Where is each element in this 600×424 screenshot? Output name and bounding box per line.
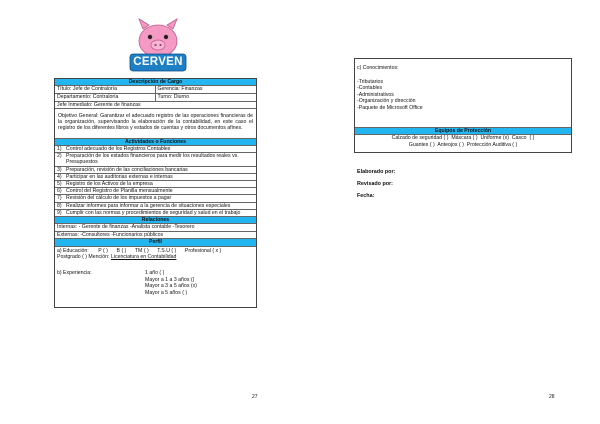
activity-text: Preparación, revisión de las conciliaciones bancarias xyxy=(66,166,188,173)
activity-item xyxy=(55,210,256,217)
row-titulo xyxy=(55,86,256,94)
activity-number: 2) xyxy=(57,153,62,160)
row-departamento xyxy=(55,94,256,102)
equipos-line-2: Guantes ( ) Anteojos ( ) Protección Auditiva ( ) xyxy=(408,142,518,148)
section-title-descripcion: Descripción de Cargo xyxy=(55,79,256,86)
perfil-block xyxy=(55,247,256,307)
experiencia-line xyxy=(57,270,254,296)
activity-text: Control adecuado de los Registros Contables xyxy=(66,146,171,153)
experiencia-option: Mayor a 3 a 5 años (x) xyxy=(145,283,197,290)
activities-list xyxy=(55,146,256,217)
section-title-equipos: Equipos de Protección xyxy=(355,127,571,135)
page-number-right: 28 xyxy=(549,394,555,400)
activity-number: 8) xyxy=(57,202,62,209)
logo-text: CERVEN xyxy=(133,56,183,68)
relaciones-externas: Externas: -Consultores -Funcionarios públicos xyxy=(55,232,256,239)
conocimientos-list xyxy=(357,79,423,111)
activity-text: Realizar informes para informar a la gerencia de situaciones especiales xyxy=(66,202,231,209)
gerencia-cell: Gerencia: Finanzas xyxy=(157,86,203,93)
activity-text: Revisión del cálculo de los impuestos a pagar xyxy=(66,195,172,202)
experiencia-option: Mayor a 1 a 3 años () xyxy=(145,276,195,283)
activity-item xyxy=(55,174,256,181)
fecha-label: Fecha: xyxy=(357,193,375,199)
activity-item xyxy=(55,195,256,202)
jefe-cell: Jefe Inmediato: Gerente de finanzas xyxy=(55,102,256,109)
activity-text: Control del Registro de Planilla mensualmente xyxy=(66,188,173,195)
experiencia-label: b) Experiencia: xyxy=(57,270,92,277)
turno-cell: Turno: Diurno xyxy=(157,94,190,100)
relaciones-internas: Internas: - Gerente de finanzas -Analista contable -Tesorero xyxy=(55,224,256,231)
conocimientos-label: c) Conocimientos: xyxy=(357,65,399,71)
section-title-perfil: Perfil xyxy=(55,239,256,246)
experiencia-option: Mayor a 5 años ( ) xyxy=(145,289,188,296)
activity-number: 6) xyxy=(57,188,62,195)
activity-number: 4) xyxy=(57,173,62,180)
company-logo xyxy=(126,14,190,74)
activity-text: Cumplir con las normas y procedimientos de seguridad y salud en el trabajo xyxy=(66,209,241,216)
experiencia-option: 1 año ( ) xyxy=(145,270,165,277)
conocimiento-item: -Administrativos xyxy=(357,91,394,98)
activity-number: 3) xyxy=(57,166,62,173)
educacion-label: a) Educación: xyxy=(57,247,89,254)
activity-number: 9) xyxy=(57,209,62,216)
conocimiento-item: -Organización y dirección xyxy=(357,98,416,105)
objetivo-text: Objetivo General: Garantizar el adecuado registro de las operaciones financieras de la organización, supervisando la elaboración de la contabilidad, en este caso el registro de los diferentes libros y estados de cuentas y otros documentos afines. xyxy=(55,109,256,139)
activity-item xyxy=(55,167,256,174)
conocimiento-item: -Tributarios xyxy=(357,79,384,85)
educacion-options: P ( ) B ( ) TM ( ) T.S.U ( ) Profesional ( x ) xyxy=(98,247,222,254)
activity-number: 7) xyxy=(57,195,62,202)
page-number-left: 27 xyxy=(252,394,258,400)
postgrado-mencion: Licenciatura en Contabilidad xyxy=(110,254,177,261)
activity-text: Preparación de los estados financieros para medir los resultados reales vs. Presupuestos xyxy=(66,153,239,166)
job-description-table xyxy=(54,78,257,308)
conocimiento-item: -Paquete de Microsoft Office xyxy=(357,104,423,111)
elaborado-label: Elaborado por: xyxy=(357,169,396,175)
activity-item xyxy=(55,153,256,166)
activity-number: 5) xyxy=(57,181,62,188)
activity-item xyxy=(55,181,256,188)
equipos-line-1: Calzado de seguridad ( ) Máscara ( ) Uniforme (x) Casco ( ) xyxy=(391,135,535,141)
activity-item xyxy=(55,203,256,210)
conocimiento-item: -Contables xyxy=(357,85,383,92)
departamento-cell: Departamento: Contraloría xyxy=(55,94,156,101)
revisado-label: Revisado por: xyxy=(357,181,393,187)
section-title-relaciones: Relaciones xyxy=(55,217,256,224)
experiencia-options xyxy=(145,270,197,296)
postgrado-prefix: Postgrado ( ) Mención: xyxy=(57,254,110,261)
titulo-cell: Título: Jefe de Contraloría xyxy=(55,86,156,93)
activity-text: Registro de los Activos de la empresa xyxy=(66,181,153,188)
activity-number: 1) xyxy=(57,146,62,153)
activity-item xyxy=(55,146,256,153)
right-info-box xyxy=(354,58,572,153)
activity-item xyxy=(55,188,256,195)
section-title-actividades: Actividades o Funciones xyxy=(55,139,256,146)
activity-text: Participar en las auditorias externas e internas xyxy=(66,173,173,180)
